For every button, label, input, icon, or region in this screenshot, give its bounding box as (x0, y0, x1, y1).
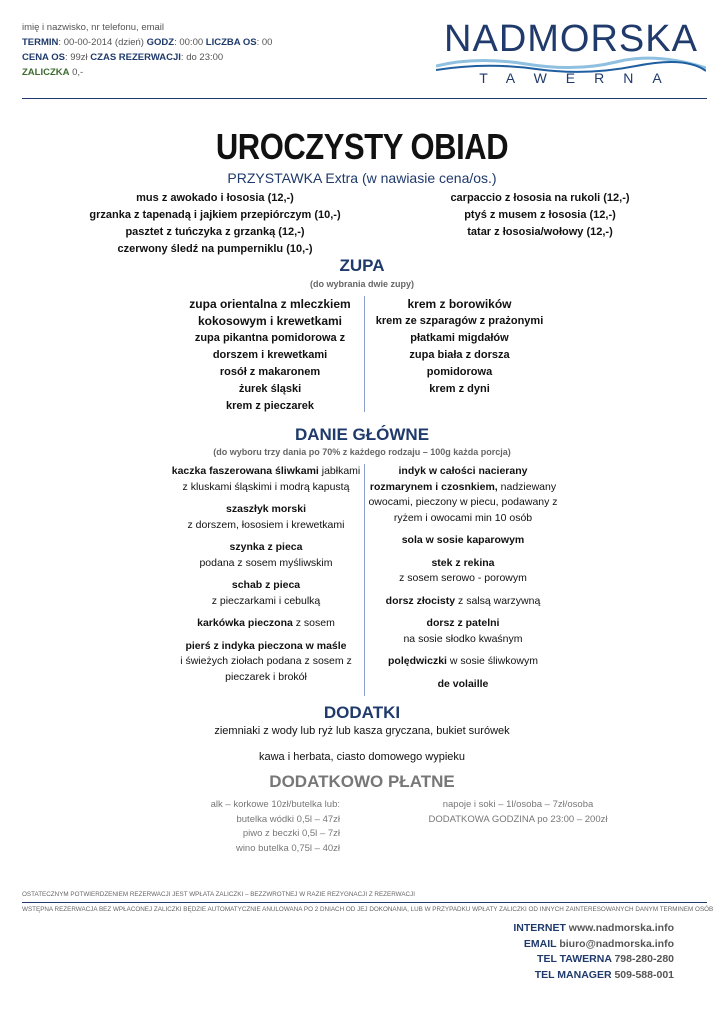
czas-label: CZAS REZERWACJI (90, 52, 181, 63)
contact-internet (513, 921, 674, 937)
menu-item (170, 578, 362, 609)
dish-desc: podana z sosem myśliwskim (199, 556, 333, 569)
dish-desc: z sosem serowo - porowym (399, 572, 527, 584)
website-link[interactable]: www.nadmorska.info (565, 922, 674, 934)
paid-heading: DODATKOWO PŁATNE (269, 772, 455, 791)
menu-item (170, 502, 362, 533)
dish-name: pierś z indyka pieczona w maśle (185, 639, 347, 652)
dish-desc: jabłkami z kluskami śląskimi i modrą kapustą (182, 465, 361, 493)
cena-label: CENA OS (22, 52, 65, 63)
list-item: rosół z makaronem (219, 366, 321, 378)
dish-desc: w sosie śliwkowym (446, 655, 538, 667)
list-item: pomidorowa (426, 366, 493, 378)
termin-label: TERMIN (22, 37, 59, 48)
menu-item (368, 616, 558, 647)
extras-heading: DODATKI (323, 703, 401, 722)
soup-heading: ZUPA (339, 256, 385, 275)
menu-item (170, 464, 362, 495)
menu-item (170, 540, 362, 571)
contact-label: TEL TAWERNA (537, 953, 612, 965)
reservation-info (22, 20, 272, 80)
extras-line: ziemniaki z wody lub ryż lub kasza gryczana, bukiet surówek (214, 725, 510, 737)
list-item: pasztet z tuńczyka z grzanką (12,-) (125, 226, 305, 238)
dish-desc: z pieczarkami i cebulką (211, 594, 321, 607)
dish-name: de volaille (437, 677, 489, 690)
zaliczka-line (22, 65, 272, 80)
list-item: napoje i soki – 1l/osoba – 7zł/osoba (442, 799, 594, 810)
main-right (368, 464, 558, 699)
soup-note: (do wybrania dwie zupy) (309, 279, 414, 289)
list-item: zupa biała z dorsza (409, 349, 510, 361)
contact-label: EMAIL (523, 937, 557, 950)
contact-block (513, 921, 674, 983)
logo-sub: TAWERNA (479, 70, 681, 86)
cancellation-note: WSTĘPNA REZERWACJA BEZ WPŁACONEJ ZALICZKI BĘDZIE AUTOMATYCZNIE ANULOWANA PO 2 DNIACH OD JEJ DOKONANIA, LUB W PRZYPADKU WPŁATY ZALICZKI OD INNYCH ZAINTERESOWANYCH DANYM TERMINEM OSÓB (22, 906, 714, 913)
dish-desc: i świeżych ziołach podana z sosem z pieczarek i brokół (180, 655, 352, 683)
list-item: piwo z beczki 0,5l – 7zł (242, 828, 340, 839)
dish-desc: z dorszem, łososiem i krewetkami (187, 518, 345, 531)
dish-name: schab z pieca (231, 579, 301, 591)
client-line: imię i nazwisko, nr telefonu, email (22, 22, 165, 33)
dish-name: stek z rekina (431, 556, 495, 569)
dish-name: karkówka pieczona (197, 617, 293, 629)
menu-item (170, 616, 362, 632)
starters-right (420, 190, 660, 241)
cena-value: : 99zł (64, 52, 91, 63)
zaliczka-label: ZALICZKA (22, 67, 70, 78)
paid-left (150, 798, 340, 856)
dish-desc: na sosie słodko kwaśnym (403, 632, 523, 645)
list-item: DODATKOWA GODZINA po 23:00 – 200zł (428, 813, 608, 825)
contact-label: INTERNET (513, 922, 566, 934)
menu-item (170, 639, 362, 686)
dish-desc: nadziewany owocami, pieczony w piecu, podawany z ryżem i owocami min 10 osób (368, 480, 558, 524)
main-divider (364, 464, 365, 696)
list-item: zupa pikantna pomidorowa z dorszem i krewetkami (194, 332, 346, 361)
list-item: tatar z łososia/wołowy (12,-) (467, 226, 613, 238)
list-item: grzanka z tapenadą i jajkiem przepiórczym (10,-) (89, 209, 341, 221)
dish-name: kaczka faszerowana śliwkami (171, 465, 319, 477)
phone-tawerna: 798-280-280 (611, 953, 674, 965)
footer-divider (22, 902, 707, 903)
list-item: carpaccio z łososia na rukoli (12,-) (450, 192, 630, 204)
main-note: (do wyboru trzy dania po 70% z każdego rodzaju – 100g każda porcja) (213, 447, 511, 457)
list-item: zupa orientalna z mleczkiem kokosowym i krewetkami (189, 297, 351, 328)
starter-heading: PRZYSTAWKA Extra (w nawiasie cena/os.) (227, 170, 497, 186)
page-title: UROCZYSTY OBIAD (215, 126, 509, 167)
logo-name: NADMORSKA (444, 18, 698, 60)
godz-value: : 00:00 (174, 37, 206, 48)
main-left (170, 464, 362, 692)
extras-line: kawa i herbata, ciasto domowego wypieku (258, 751, 466, 763)
header-divider (22, 98, 707, 99)
czas-value: : do 23:00 (180, 52, 224, 63)
contact-tel-manager (513, 968, 674, 984)
termin-value: : 00-00-2014 (dzień) (58, 37, 147, 48)
dish-name: szaszłyk morski (226, 503, 306, 515)
soup-divider (364, 296, 365, 412)
menu-item (368, 594, 558, 610)
dish-name: dorsz z patelni (426, 617, 500, 629)
logo (436, 18, 706, 96)
list-item: ptyś z musem z łososia (12,-) (464, 209, 616, 221)
list-item: żurek śląski (238, 383, 302, 395)
list-item: krem ze szparagów z prażonymi płatkami migdałów (375, 315, 544, 344)
liczba-value: : 00 (256, 37, 273, 48)
list-item: wino butelka 0,75l – 40zł (235, 842, 340, 854)
list-item: krem z borowików (407, 297, 512, 311)
list-item: mus z awokado i łososia (12,-) (136, 192, 294, 204)
dish-name: szynka z pieca (229, 541, 303, 553)
soup-left (180, 296, 360, 415)
list-item: krem z pieczarek (225, 400, 315, 412)
zaliczka-value: 0,- (69, 67, 84, 78)
liczba-label: LICZBA OS (205, 37, 257, 48)
contact-email (513, 937, 674, 953)
menu-item (368, 556, 558, 587)
email-link[interactable]: biuro@nadmorska.info (556, 937, 674, 950)
menu-item (368, 533, 558, 549)
dish-name: sola w sosie kaparowym (401, 534, 525, 546)
dish-name: polędwiczki (388, 655, 447, 667)
list-item: krem z dyni (429, 383, 490, 395)
dish-desc: z salsą warzywną (455, 594, 541, 607)
menu-item (368, 464, 558, 526)
termin-line (22, 35, 272, 50)
dish-desc: z sosem (292, 617, 335, 629)
soup-right (372, 296, 547, 398)
menu-item (368, 654, 558, 670)
menu-item (368, 677, 558, 693)
dish-name: dorsz złocisty (385, 594, 456, 607)
main-heading: DANIE GŁÓWNE (294, 425, 430, 444)
paid-right (418, 798, 618, 827)
list-item: butelka wódki 0,5l – 47zł (236, 813, 340, 825)
deposit-note: OSTATECZNYM POTWIERDZENIEM REZERWACJI JEST WPŁATA ZALICZKI – BEZZWROTNEJ W RAZIE REZYGNACJI Z REZERWACJI (22, 891, 415, 898)
list-item: alk – korkowe 10zł/butelka lub: (210, 799, 340, 810)
dish-name: indyk w całości nacierany rozmarynem i czosnkiem, (369, 465, 528, 493)
phone-manager: 509-588-001 (611, 968, 674, 981)
list-item: czerwony śledź na pumperniklu (10,-) (117, 243, 313, 255)
contact-tel-tawerna (513, 952, 674, 968)
contact-label: TEL MANAGER (534, 968, 612, 981)
starters-left (80, 190, 350, 258)
godz-label: GODZ (146, 37, 175, 48)
cena-line (22, 50, 272, 65)
